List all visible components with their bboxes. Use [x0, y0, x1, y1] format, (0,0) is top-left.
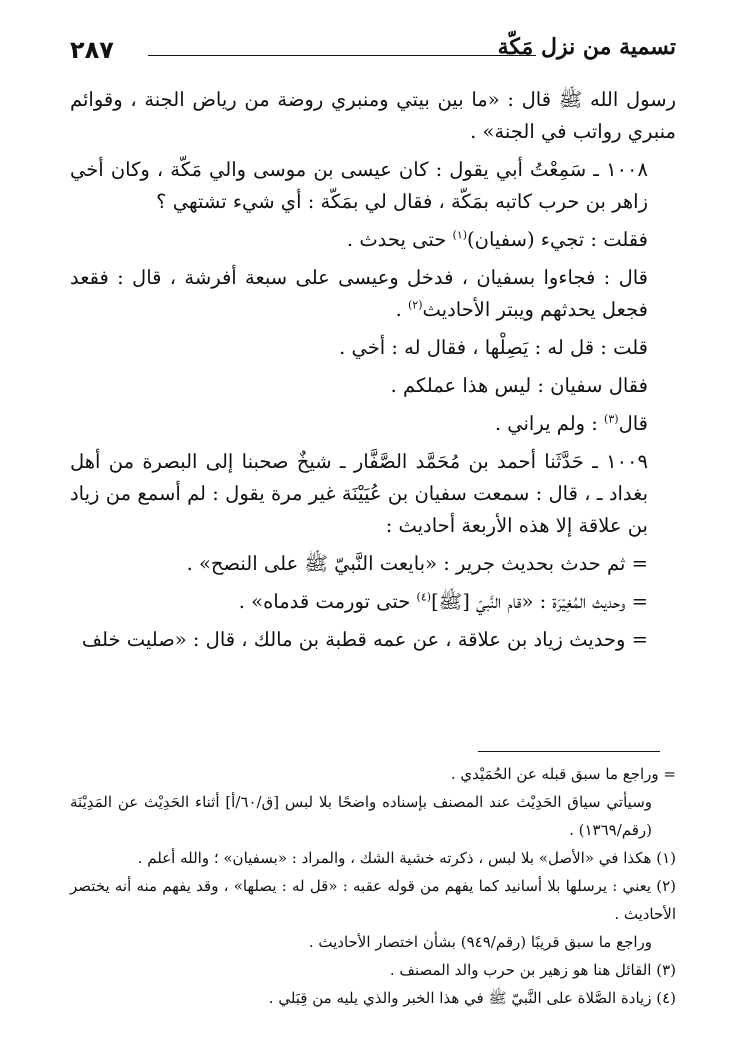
- footnote-continued-2: وسيأتي سياق الحَدِيْث عند المصنف بإسناده واضحًا بلا لبس [ق/٦٠/أ] أثناء الحَدِيْث عن المَدِيْنَة (رقم/١٣٦٩) .: [70, 793, 653, 839]
- hadith-item-2-text-b: حتى تورمت قدماه» .: [238, 590, 417, 613]
- main-text: [70, 84, 676, 662]
- paragraph-3-text-b: حتى يحدث .: [346, 228, 453, 251]
- paragraph-4-text-b: .: [395, 298, 408, 321]
- footnote-ref-4: (٤): [416, 590, 432, 604]
- footnote-2: (٢) يعني : يرسلها بلا أسانيد كما يفهم من قوله عقبه : «قل له : يصلها» ، وقد يفهم منه أنه يختصر الأحاديث .: [70, 877, 676, 923]
- footnote-4: (٤) زيادة الصَّلاة على النَّبيّ ﷺ في هذا الخبر والذي يليه من قِبَلي .: [268, 989, 676, 1007]
- chapter-title: تسمية من نزل مَكّة: [497, 34, 676, 60]
- header-rule: [148, 55, 536, 56]
- footnote-continued: = وراجع ما سبق قبله عن الحُمَيْدي .: [450, 765, 676, 783]
- footnote-1: (١) هكذا في «الأصل» بلا لبس ، ذكرته خشية الشك ، والمراد : «بسفيان» ؛ والله أعلم .: [137, 849, 676, 867]
- hadith-item-2: [70, 586, 676, 618]
- footnote-ref-1: (١): [452, 228, 468, 242]
- page-number: ٢٨٧: [70, 36, 114, 64]
- paragraph-3-text-a: فقلت : تجيء (سفيان): [467, 228, 648, 251]
- paragraph-4: [70, 262, 676, 326]
- paragraph-7-text-a: قال: [618, 412, 648, 435]
- page-header: [70, 34, 676, 74]
- footnote-separator: [478, 751, 660, 752]
- paragraph-1008: ١٠٠٨ ـ سَمِعْتُ أبي يقول : كان عيسى بن موسى والي مَكّة ، وكان أخي زاهر بن حرب كاتبه بمَكّة ، فقال لي بمَكّة : أي شيء تشتهي ؟: [70, 158, 648, 213]
- paragraph-1009: ١٠٠٩ ـ حَدَّثَنا أحمد بن مُحَمَّد الصَّفَّار ـ شيخٌ صحبنا إلى البصرة من أهل بغداد ـ ، قال : سمعت سفيان بن عُيَيْنَة غير مرة يقول : لم أسمع من زياد بن علاقة إلا هذه الأربعة أحاديث :: [70, 450, 648, 537]
- hadith-item-2-text-a: = وحديث المُغِيْرَة : «قام النَّبيّ [ﷺ]: [431, 590, 648, 613]
- paragraph-4-text-a: قال : فجاءوا بسفيان ، فدخل وعيسى على سبعة أفرشة ، قال : فقعد فجعل يحدثهم ويبتر الأحاديث: [70, 266, 648, 321]
- hadith-item-1: = ثم حدث بحديث جرير : «بايعت النَّبيّ ﷺ على النصح» .: [186, 552, 648, 575]
- footnotes: [70, 760, 676, 1012]
- paragraph-3: [70, 224, 676, 256]
- paragraph-1: رسول الله ﷺ قال : «ما بين بيتي ومنبري روضة من رياض الجنة ، وقوائم منبري رواتب في الجنة» .: [70, 88, 676, 143]
- hadith-item-3: = وحديث زياد بن علاقة ، عن عمه قطبة بن مالك ، قال : «صليت خلف: [81, 628, 648, 651]
- footnote-3: (٣) القائل هنا هو زهير بن حرب والد المصنف .: [389, 961, 676, 979]
- footnote-2-continued: وراجع ما سبق قريبًا (رقم/٩٤٩) بشأن اختصار الأحاديث .: [308, 933, 652, 951]
- paragraph-7-text-b: : ولم يراني .: [494, 412, 605, 435]
- paragraph-6: فقال سفيان : ليس هذا عملكم .: [390, 374, 648, 397]
- paragraph-7: [70, 408, 676, 440]
- footnote-ref-2: (٢): [407, 298, 423, 312]
- footnote-ref-3: (٣): [604, 412, 619, 426]
- paragraph-5: قلت : قل له : يَصِلْها ، فقال له : أخي .: [339, 336, 648, 359]
